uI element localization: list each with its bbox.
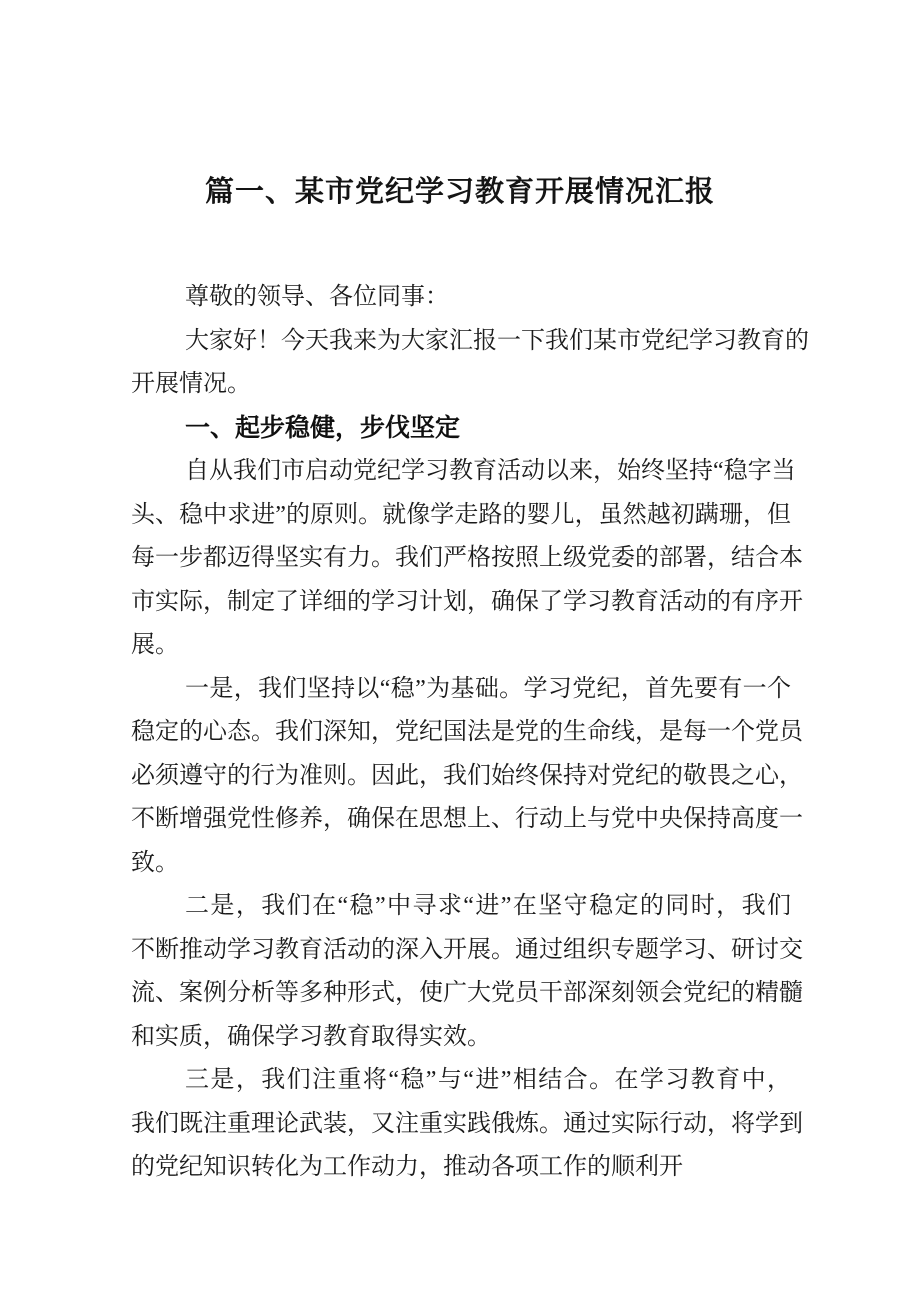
text-line: 稳定的心态。我们深知，党纪国法是党的生命线，是每一个党员	[131, 719, 803, 745]
text-line: 市实际，制定了详细的学习计划，确保了学习教育活动的有序开	[131, 588, 803, 615]
document-body	[131, 276, 809, 1190]
text-line: 自从我们市启动党纪学习教育活动以来，始终坚持“稳字当	[185, 458, 796, 484]
text-line: 三是，我们注重将“稳”与“进”相结合。在学习教育中，	[185, 1067, 791, 1093]
text-line: 流、案例分析等多种形式，使广大党员干部深刻领会党纪的精髓	[131, 980, 803, 1006]
text-line: 开展情况。	[131, 371, 251, 397]
text-line: 的党纪知识转化为工作动力，推动各项工作的顺利开	[131, 1154, 683, 1180]
text-line: 不断推动学习教育活动的深入开展。通过组织专题学习、研讨交	[131, 936, 803, 963]
text-line: 一是，我们坚持以“稳”为基础。学习党纪，首先要有一个	[185, 675, 791, 702]
paragraph	[131, 276, 791, 320]
text-line: 不断增强党性修养，确保在思想上、行动上与党中央保持高度一	[131, 806, 803, 832]
text-line: 一、起步稳健，步伐坚定	[185, 413, 461, 442]
paragraph	[131, 1059, 803, 1190]
text-line: 尊敬的领导、各位同事：	[185, 284, 449, 310]
text-line: 和实质，确保学习教育取得实效。	[131, 1023, 491, 1050]
text-line: 每一步都迈得坚实有力。我们严格按照上级党委的部署，结合本	[131, 545, 803, 571]
paragraph	[131, 668, 803, 886]
paragraph	[131, 885, 803, 1059]
document-title: 篇一、某市党纪学习教育开展情况汇报	[204, 176, 715, 208]
text-line: 展。	[131, 632, 179, 658]
paragraph	[131, 320, 809, 407]
text-line: 我们既注重理论武装，又注重实践俄炼。通过实际行动，将学到	[131, 1110, 803, 1137]
text-line: 二是，我们在“稳”中寻求“进”在坚守稳定的同时，我们	[185, 893, 791, 919]
text-line: 致。	[131, 849, 179, 876]
section-heading	[131, 407, 791, 451]
text-line: 头、稳中求进”的原则。就像学走路的婴儿，虽然越初蹒珊，但	[131, 501, 791, 528]
text-line: 大家好！今天我来为大家汇报一下我们某市党纪学习教育的	[185, 327, 809, 354]
paragraph	[131, 450, 803, 668]
text-line: 必须遵守的行为准则。因此，我们始终保持对党纪的敬畏之心，	[131, 762, 803, 789]
